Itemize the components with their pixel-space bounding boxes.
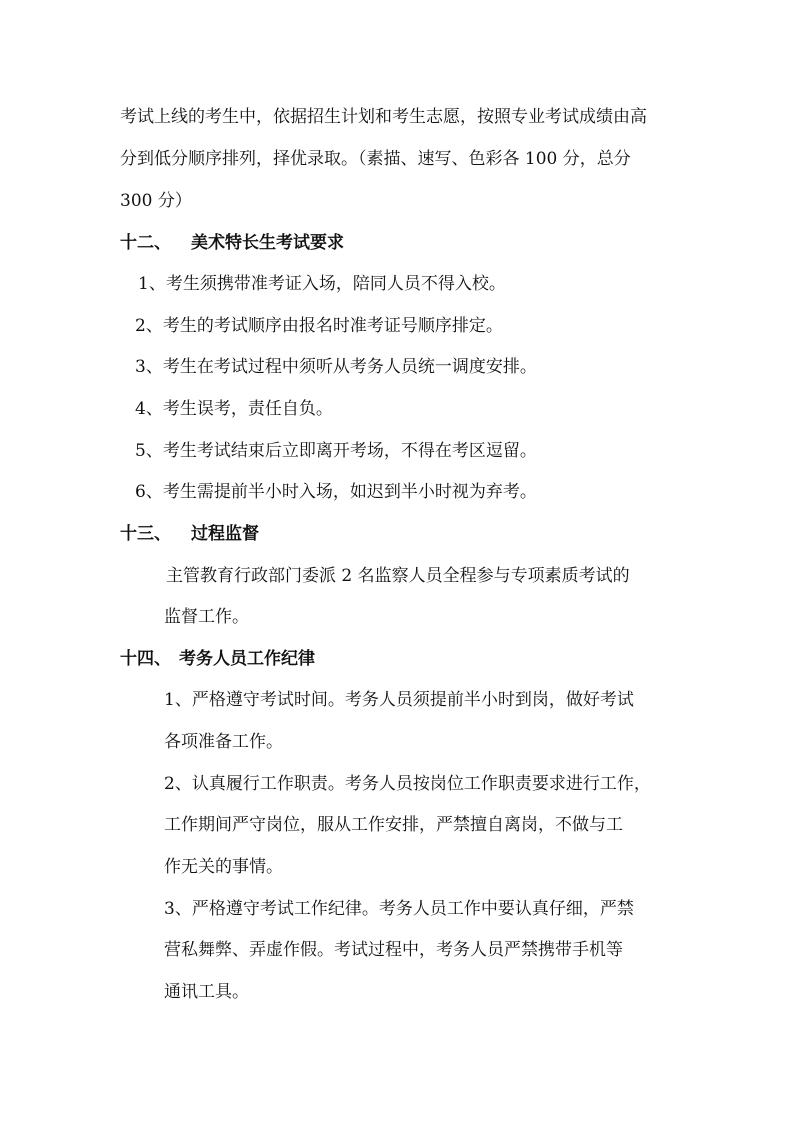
intro-line-1: 考试上线的考生中，依据招生计划和考生志愿，按照专业考试成绩由高 — [120, 107, 647, 127]
section-13-number: 十三、 — [120, 524, 171, 544]
intro-line-3: 300 分） — [120, 191, 192, 211]
section-12-item-2: 2、考生的考试顺序由报名时准考证号顺序排定。 — [135, 316, 503, 336]
section-13-heading — [120, 523, 259, 545]
section-14-number: 十四、 — [120, 649, 171, 669]
section-14-title: 考务人员工作纪律 — [179, 649, 315, 669]
section-14-item-2-line-3: 作无关的事情。 — [164, 857, 283, 877]
section-14-item-3-line-2: 营私舞弊、弄虚作假。考试过程中，考务人员严禁携带手机等 — [164, 940, 623, 960]
section-12-item-6: 6、考生需提前半小时入场，如迟到半小时视为弃考。 — [135, 482, 537, 502]
section-14-item-2-line-1: 2、认真履行工作职责。考务人员按岗位工作职责要求进行工作， — [164, 774, 651, 794]
section-14-heading — [120, 648, 315, 670]
section-13-line-2: 监督工作。 — [164, 607, 249, 627]
section-14-item-1-line-1: 1、严格遵守考试时间。考务人员须提前半小时到岗，做好考试 — [164, 690, 634, 710]
section-12-heading — [120, 232, 344, 254]
section-12-title: 美术特长生考试要求 — [191, 233, 344, 253]
section-14-item-2-line-2: 工作期间严守岗位，服从工作安排，严禁擅自离岗，不做与工 — [164, 815, 623, 835]
section-13-line-1: 主管教育行政部门委派 2 名监察人员全程参与专项素质考试的 — [166, 566, 630, 586]
intro-line-2: 分到低分顺序排列，择优录取。（素描、速写、色彩各 100 分，总分 — [120, 149, 631, 169]
section-12-item-5: 5、考生考试结束后立即离开考场，不得在考区逗留。 — [135, 441, 537, 461]
section-12-item-3: 3、考生在考试过程中须听从考务人员统一调度安排。 — [135, 357, 537, 377]
section-14-item-3-line-1: 3、严格遵守考试工作纪律。考务人员工作中要认真仔细，严禁 — [164, 899, 634, 919]
section-12-number: 十二、 — [120, 233, 171, 253]
section-14-item-3-line-3: 通讯工具。 — [164, 982, 249, 1002]
section-13-title: 过程监督 — [191, 524, 259, 544]
section-12-item-4: 4、考生误考，责任自负。 — [135, 399, 333, 419]
section-14-item-1-line-2: 各项准备工作。 — [164, 732, 283, 752]
section-12-item-1: 1、考生须携带准考证入场，陪同人员不得入校。 — [138, 274, 506, 294]
